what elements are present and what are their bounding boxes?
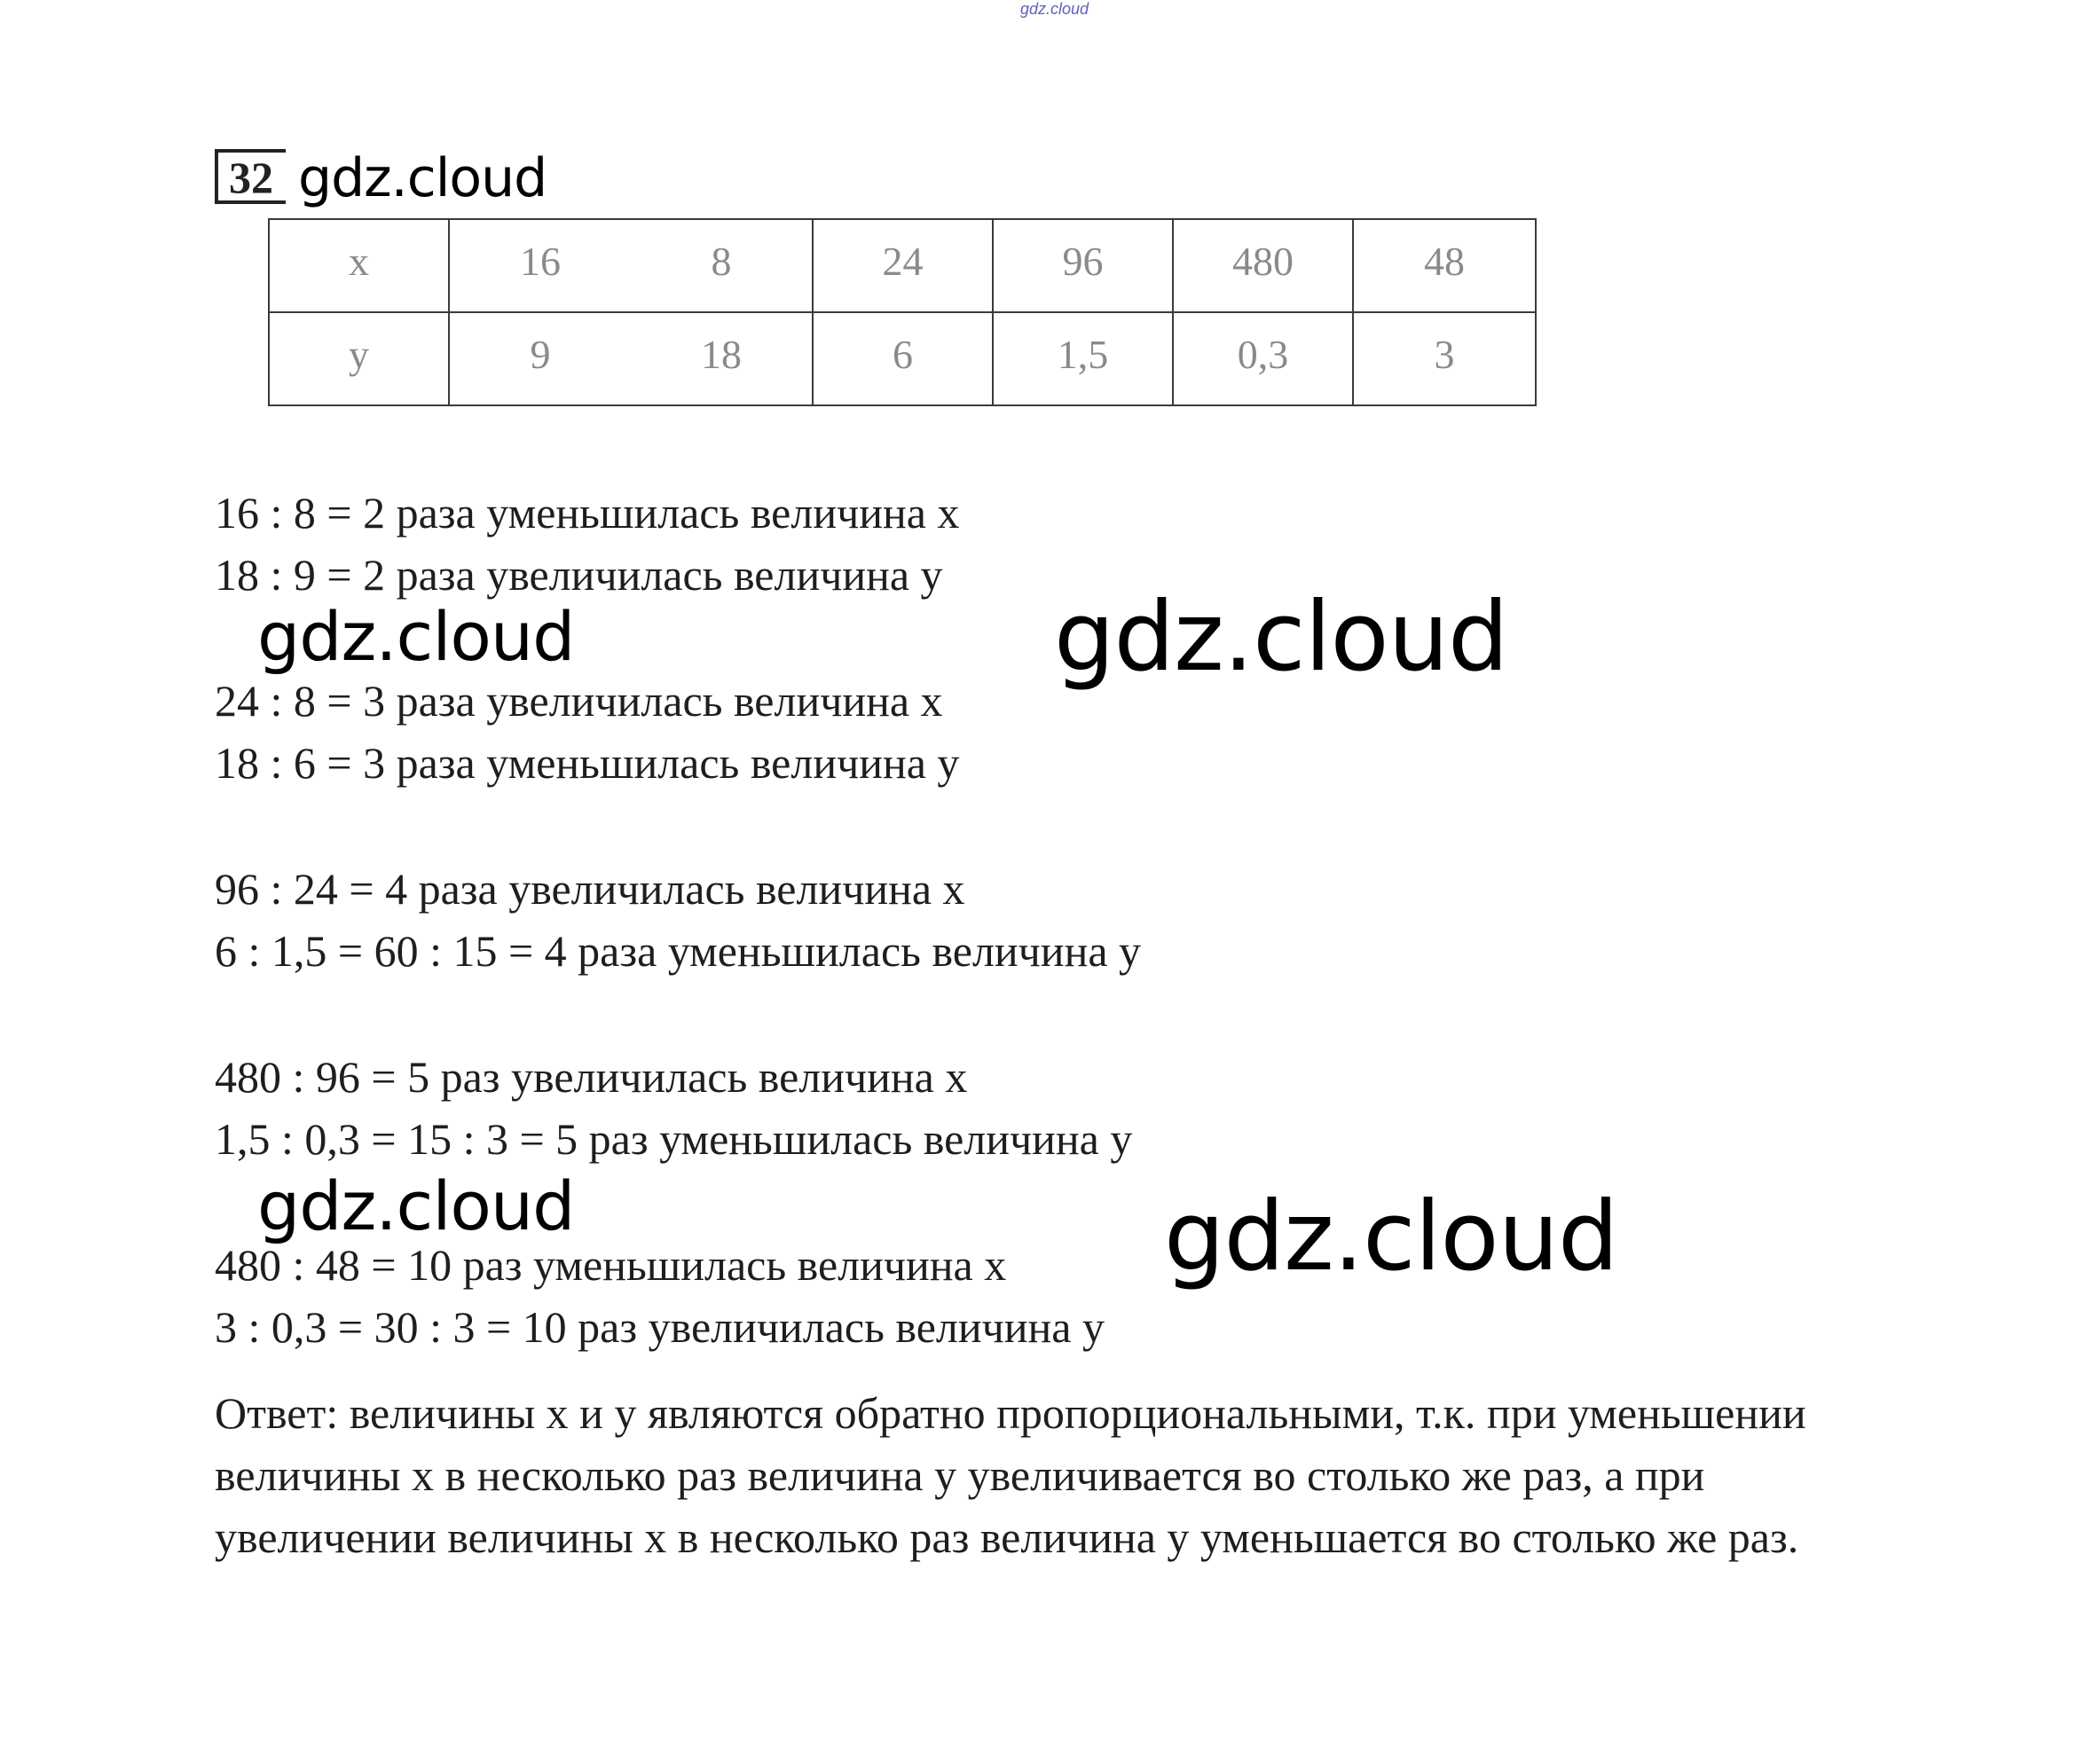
y-value-2: 18 [701,332,742,377]
y-value-3: 6 [813,312,993,405]
header-watermark: gdz.cloud [298,147,547,209]
solution-line-10: 3 : 0,3 = 30 : 3 = 10 раз увеличилась величина у [215,1302,1105,1352]
table-row-y [269,312,1536,405]
solution-line-4: 18 : 6 = 3 раза уменьшилась величина у [215,738,960,788]
y-value-5: 0,3 [1173,312,1353,405]
x-label-cell: x [269,219,449,312]
x-value-6: 48 [1353,219,1536,312]
solution-line-2: 18 : 9 = 2 раза увеличилась величина у [215,550,943,600]
table-row-x [269,219,1536,312]
y-value-4: 1,5 [993,312,1173,405]
solution-line-3: 24 : 8 = 3 раза увеличилась величина х [215,676,943,726]
watermark-3: gdz.cloud [257,1166,575,1245]
x-value-3: 24 [813,219,993,312]
y-cells-1-2 [449,312,813,405]
x-value-1: 16 [520,239,561,284]
solution-line-5: 96 : 24 = 4 раза увеличилась величина х [215,864,965,914]
task-number-box: 32 [215,149,286,204]
solution-line-7: 480 : 96 = 5 раз увеличилась величина х [215,1052,968,1102]
x-value-5: 480 [1173,219,1353,312]
watermark-2: gdz.cloud [1054,582,1508,693]
answer-paragraph: Ответ: величины х и у являются обратно пропорциональными, т.к. при уменьшении величины х в несколько раз величина у увеличивается во столько же раз, а при увеличении величины х в несколько раз величина у уменьшается во столько же раз. [215,1388,1806,1562]
y-label-cell: y [269,312,449,405]
watermark-4: gdz.cloud [1164,1182,1618,1292]
data-table [268,218,1537,406]
solution-line-8: 1,5 : 0,3 = 15 : 3 = 5 раз уменьшилась величина у [215,1114,1133,1164]
solution-line-6: 6 : 1,5 = 60 : 15 = 4 раза уменьшилась величина у [215,926,1142,976]
x-cells-1-2 [449,219,813,312]
solution-line-1: 16 : 8 = 2 раза уменьшилась величина х [215,488,960,538]
watermark-1: gdz.cloud [257,597,575,676]
solution-line-9: 480 : 48 = 10 раз уменьшилась величина х [215,1240,1007,1290]
top-watermark: gdz.cloud [1020,0,1089,18]
y-value-1: 9 [530,332,551,377]
x-value-2: 8 [711,239,732,284]
y-value-6: 3 [1353,312,1536,405]
x-value-4: 96 [993,219,1173,312]
